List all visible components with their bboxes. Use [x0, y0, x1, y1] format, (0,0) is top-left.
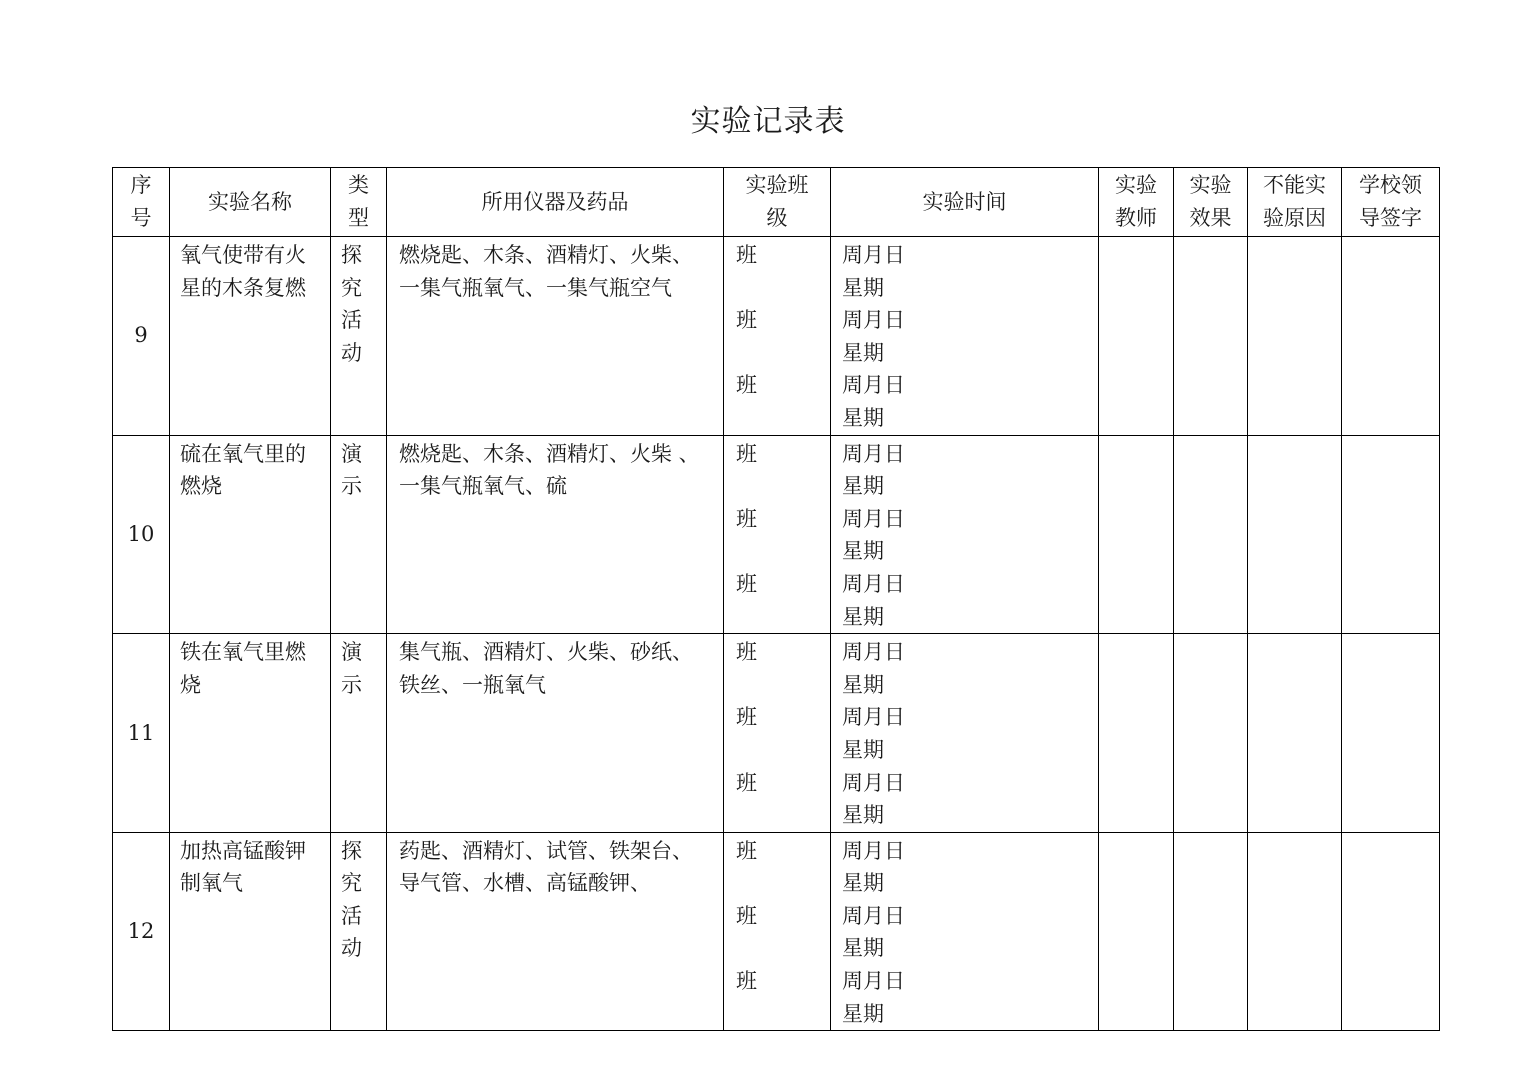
weekday-label: 星期: [842, 1001, 884, 1026]
header-seq: [113, 168, 170, 237]
header-type-line: 型: [348, 206, 369, 230]
header-effect-line: 效果: [1189, 206, 1232, 230]
date-label: 周月日: [842, 838, 905, 863]
class-cell: [724, 435, 831, 634]
header-time: 实验时间: [831, 168, 1099, 237]
class-cell: [724, 832, 831, 1031]
header-class: [724, 168, 831, 237]
experiment-name-line: 燃烧: [180, 474, 222, 499]
time-slot: [842, 835, 1098, 900]
weekday-label: 星期: [842, 539, 884, 564]
class-slot: [736, 239, 830, 304]
header-seq-line: 号: [130, 206, 152, 230]
seq-cell: 9: [113, 237, 170, 436]
experiment-type-cell: [331, 634, 387, 833]
experiment-record-table: [112, 167, 1440, 1031]
experiment-name-line: 制氧气: [180, 871, 243, 896]
signature-cell[interactable]: [1342, 435, 1440, 634]
experiment-name-cell: [170, 832, 331, 1031]
equipment-cell: [387, 634, 724, 833]
table-row: [113, 435, 1440, 634]
weekday-label: 星期: [842, 803, 884, 828]
table-body: [113, 237, 1440, 1031]
weekday-label: 星期: [842, 936, 884, 961]
effect-cell[interactable]: [1174, 435, 1248, 634]
seq-cell: 12: [113, 832, 170, 1031]
date-label: 周月日: [842, 640, 905, 665]
header-name: 实验名称: [170, 168, 331, 237]
header-reason-line: 验原因: [1263, 206, 1326, 230]
weekday-label: 星期: [842, 871, 884, 896]
table-row: [113, 832, 1440, 1031]
experiment-type-cell: [331, 237, 387, 436]
date-label: 周月日: [842, 903, 905, 928]
header-signature-line: 学校领: [1359, 173, 1422, 198]
reason-cell[interactable]: [1248, 832, 1342, 1031]
header-teacher-line: 教师: [1115, 206, 1157, 230]
experiment-type-line: 演: [341, 441, 362, 466]
teacher-cell[interactable]: [1099, 237, 1174, 436]
time-slot: [842, 965, 1098, 1030]
teacher-cell[interactable]: [1099, 634, 1174, 833]
date-label: 周月日: [842, 969, 905, 994]
weekday-label: 星期: [842, 604, 884, 629]
equipment-cell: [387, 435, 724, 634]
time-cell: [831, 832, 1099, 1031]
time-slot: [842, 636, 1098, 701]
weekday-label: 星期: [842, 737, 884, 762]
header-effect-line: 实验: [1189, 173, 1232, 198]
equipment-line: 铁丝、一瓶氧气: [399, 672, 546, 697]
experiment-name-cell: [170, 435, 331, 634]
equipment-line: 药匙、酒精灯、试管、铁架台、: [399, 838, 693, 863]
weekday-label: 星期: [842, 340, 884, 365]
experiment-type-line: 活: [341, 308, 362, 333]
weekday-label: 星期: [842, 275, 884, 300]
class-label: 班: [736, 571, 757, 596]
class-cell: [724, 634, 831, 833]
time-slot: [842, 438, 1098, 503]
date-label: 周月日: [842, 441, 905, 466]
header-effect: [1174, 168, 1248, 237]
class-slot: [736, 568, 830, 633]
header-type-line: 类: [348, 173, 369, 198]
experiment-type-cell: [331, 435, 387, 634]
weekday-label: 星期: [842, 405, 884, 430]
effect-cell[interactable]: [1174, 634, 1248, 833]
header-seq-line: 序: [130, 173, 152, 198]
reason-cell[interactable]: [1248, 435, 1342, 634]
class-slot: [736, 369, 830, 434]
weekday-label: 星期: [842, 474, 884, 499]
equipment-cell: [387, 832, 724, 1031]
experiment-name-line: 铁在氧气里燃: [180, 640, 306, 665]
experiment-name-line: 烧: [180, 672, 201, 697]
class-slot: [736, 438, 830, 503]
class-cell: [724, 237, 831, 436]
header-equipment: 所用仪器及药品: [387, 168, 724, 237]
equipment-line: 导气管、水槽、高锰酸钾、: [399, 871, 651, 896]
time-slot: [842, 369, 1098, 434]
equipment-line: 集气瓶、酒精灯、火柴、砂纸、: [399, 640, 693, 665]
class-label: 班: [736, 373, 757, 398]
experiment-name-cell: [170, 237, 331, 436]
class-label: 班: [736, 506, 757, 531]
experiment-type-line: 示: [341, 672, 362, 697]
header-reason: [1248, 168, 1342, 237]
time-slot: [842, 767, 1098, 832]
page-title: 实验记录表: [690, 104, 846, 139]
time-cell: [831, 634, 1099, 833]
class-slot: [736, 900, 830, 965]
experiment-type-line: 动: [341, 936, 362, 961]
time-cell: [831, 435, 1099, 634]
date-label: 周月日: [842, 705, 905, 730]
header-teacher: [1099, 168, 1174, 237]
header-teacher-line: 实验: [1115, 173, 1157, 198]
date-label: 周月日: [842, 243, 905, 267]
time-slot: [842, 239, 1098, 304]
experiment-type-line: 示: [341, 474, 362, 499]
seq-cell: 10: [113, 435, 170, 634]
class-label: 班: [736, 308, 757, 333]
header-class-line: 实验班: [745, 173, 809, 198]
class-label: 班: [736, 969, 757, 994]
reason-cell[interactable]: [1248, 237, 1342, 436]
signature-cell[interactable]: [1342, 237, 1440, 436]
header-type: [331, 168, 387, 237]
time-slot: [842, 304, 1098, 369]
equipment-line: 一集气瓶氧气、一集气瓶空气: [399, 275, 672, 300]
signature-cell[interactable]: [1342, 832, 1440, 1031]
experiment-type-line: 探: [341, 838, 362, 863]
class-label: 班: [736, 705, 757, 730]
date-label: 周月日: [842, 506, 905, 531]
experiment-type-cell: [331, 832, 387, 1031]
equipment-line: 燃烧匙、木条、酒精灯、火柴 、: [399, 441, 700, 466]
equipment-line: 燃烧匙、木条、酒精灯、火柴、: [399, 243, 693, 267]
header-reason-line: 不能实: [1263, 173, 1326, 198]
effect-cell[interactable]: [1174, 832, 1248, 1031]
experiment-name-cell: [170, 634, 331, 833]
class-slot: [736, 767, 830, 832]
class-label: 班: [736, 770, 757, 795]
experiment-type-line: 究: [341, 871, 362, 896]
class-label: 班: [736, 441, 757, 466]
header-class-line: 级: [766, 206, 788, 230]
class-slot: [736, 965, 830, 1030]
teacher-cell[interactable]: [1099, 435, 1174, 634]
experiment-type-line: 活: [341, 903, 362, 928]
weekday-label: 星期: [842, 672, 884, 697]
time-slot: [842, 568, 1098, 633]
date-label: 周月日: [842, 770, 905, 795]
experiment-name-line: 氧气使带有火: [180, 243, 306, 267]
seq-cell: 11: [113, 634, 170, 833]
experiment-type-line: 探: [341, 243, 362, 267]
experiment-name-line: 加热高锰酸钾: [180, 838, 306, 863]
header-signature-line: 导签字: [1359, 206, 1422, 230]
header-row: [113, 168, 1440, 237]
class-slot: [736, 636, 830, 701]
date-label: 周月日: [842, 373, 905, 398]
table-row: [113, 237, 1440, 436]
class-slot: [736, 701, 830, 766]
experiment-type-line: 究: [341, 275, 362, 300]
class-label: 班: [736, 640, 757, 665]
experiment-name-line: 硫在氧气里的: [180, 441, 306, 466]
reason-cell[interactable]: [1248, 634, 1342, 833]
header-signature: [1342, 168, 1440, 237]
date-label: 周月日: [842, 571, 905, 596]
time-slot: [842, 503, 1098, 568]
class-label: 班: [736, 243, 757, 267]
class-label: 班: [736, 838, 757, 863]
class-slot: [736, 835, 830, 900]
class-slot: [736, 503, 830, 568]
table-row: [113, 634, 1440, 833]
class-slot: [736, 304, 830, 369]
time-slot: [842, 701, 1098, 766]
signature-cell[interactable]: [1342, 634, 1440, 833]
experiment-type-line: 动: [341, 340, 362, 365]
equipment-cell: [387, 237, 724, 436]
class-label: 班: [736, 903, 757, 928]
experiment-type-line: 演: [341, 640, 362, 665]
equipment-line: 一集气瓶氧气、硫: [399, 474, 567, 499]
experiment-name-line: 星的木条复燃: [180, 275, 306, 300]
time-slot: [842, 900, 1098, 965]
effect-cell[interactable]: [1174, 237, 1248, 436]
time-cell: [831, 237, 1099, 436]
teacher-cell[interactable]: [1099, 832, 1174, 1031]
date-label: 周月日: [842, 308, 905, 333]
